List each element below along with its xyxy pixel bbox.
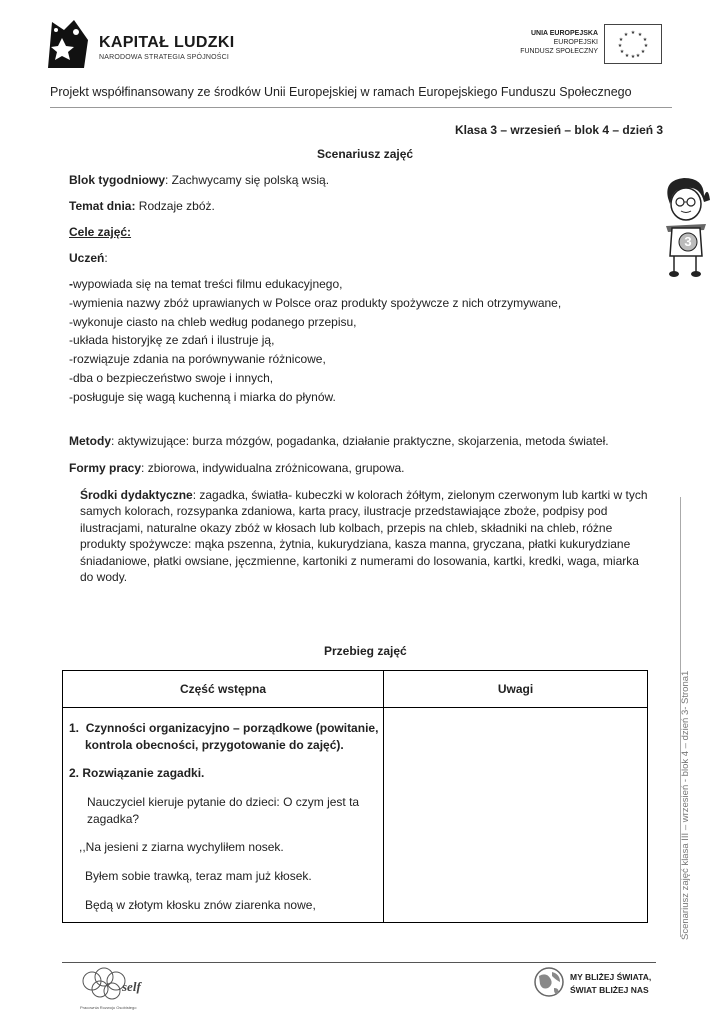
footer-slogan-2: ŚWIAT BLIŻEJ NAS bbox=[570, 985, 649, 995]
uczen-label: Uczeń bbox=[69, 251, 105, 265]
eu-label-1: UNIA EUROPEJSKA bbox=[530, 30, 598, 37]
riddle-line-3: Będą w złotym kłosku znów ziarenka nowe, bbox=[85, 898, 316, 912]
intro-cell bbox=[63, 708, 384, 923]
metody-line bbox=[69, 434, 609, 449]
riddle-line-1: ,,Na jesieni z ziarna wychyliłem nosek. bbox=[79, 840, 284, 854]
col-header-notes: Uwagi bbox=[384, 671, 648, 708]
list-item: -posługuje się wagą kuchenną i miarka do płynów. bbox=[69, 390, 336, 404]
eu-label-2: EUROPEJSKI bbox=[553, 39, 598, 46]
page-title: Scenariusz zajęć bbox=[317, 147, 414, 161]
svg-text:★: ★ bbox=[623, 32, 629, 38]
goal-first-dash: - bbox=[69, 277, 73, 291]
formy-label: Formy pracy bbox=[69, 461, 142, 475]
svg-text:★: ★ bbox=[642, 37, 648, 43]
svg-text:★: ★ bbox=[640, 49, 646, 55]
list-item: -rozwiązuje zdania na porównywanie różnicowe, bbox=[69, 352, 326, 366]
temat-line bbox=[69, 199, 215, 214]
footer-slogan-1: MY BLIŻEJ ŚWIATA, bbox=[570, 972, 652, 982]
svg-text:★: ★ bbox=[643, 43, 649, 49]
list-item: -wymienia nazwy zbóż uprawianych w Polsce oraz produkty spożywcze z nich otrzymywane, bbox=[69, 296, 562, 310]
list-item: -układa historyjkę ze zdań i ilustruje ją, bbox=[69, 333, 275, 347]
svg-text:★: ★ bbox=[618, 37, 624, 43]
item1-text-1: Czynności organizacyjno – porządkowe (powitanie, bbox=[85, 721, 379, 735]
eu-flag-icon bbox=[604, 24, 662, 64]
eu-label-3: FUNDUSZ SPOŁECZNY bbox=[520, 48, 598, 55]
self-word: self bbox=[122, 979, 141, 994]
plan-title: Przebieg zajęć bbox=[324, 644, 407, 658]
item1-line2: kontrola obecności, przygotowanie do zajęć). bbox=[85, 738, 344, 752]
formy-value: : zbiorowa, indywidualna zróżnicowana, grupowa. bbox=[141, 461, 405, 475]
uczen-colon: : bbox=[104, 251, 108, 265]
temat-value: Rodzaje zbóż. bbox=[135, 199, 215, 213]
col-header-intro: Część wstępna bbox=[63, 671, 384, 708]
self-caption: Pracownia Rozwoju Osobistego bbox=[80, 1005, 137, 1010]
teacher-line-2: zagadka? bbox=[87, 812, 140, 826]
blok-label: Blok tygodniowy bbox=[69, 173, 165, 187]
class-info: Klasa 3 – wrzesień – blok 4 – dzień 3 bbox=[455, 123, 664, 137]
metody-label: Metody bbox=[69, 434, 111, 448]
globe-icon bbox=[532, 964, 566, 1002]
list-item: -wykonuje ciasto na chleb według podanego przepisu, bbox=[69, 315, 357, 329]
kapital-ludzki-logo-icon bbox=[44, 16, 92, 70]
table-row bbox=[63, 708, 648, 923]
svg-text:★: ★ bbox=[619, 49, 625, 55]
side-footer-text: Scenariusz zajęć klasa III – wrzesień - blok 4 – dzień 3- Strona1 bbox=[680, 670, 691, 940]
riddle-line-2: Byłem sobie trawką, teraz mam już kłosek. bbox=[85, 869, 312, 883]
logo-title: KAPITAŁ LUDZKI bbox=[99, 34, 235, 51]
logo-subtitle: NARODOWA STRATEGIA SPÓJNOŚCI bbox=[99, 54, 230, 61]
srodki-value: : zagadka, światła- kubeczki w kolorach żółtym, zielonym czerwonym lub kartki w tych samych kolorach, rozsypanka zdaniowa, karta pracy, ilustracje przedstawiające zboże, podpisy pod ilustracjami, naturalne okazy zbóż w kłosach lub kolbach, przepis na chleb, składniki na chleb, różne produkty spożywcze: mąka pszenna, żytnia, kukurydziana, kasza manna, gryczana, płatki kukurydziane śniadaniowe, płatki owsiane, jęczmienne, kartoniki z numerami do losowania, kartki, kredki, waga, miarka do wody. bbox=[80, 488, 648, 585]
header-divider bbox=[50, 107, 672, 108]
goal-text: wypowiada się na temat treści filmu edukacyjnego, bbox=[73, 277, 343, 291]
blok-line bbox=[69, 173, 329, 188]
plan-table bbox=[62, 670, 648, 923]
svg-text:★: ★ bbox=[637, 32, 643, 38]
svg-text:★: ★ bbox=[630, 54, 636, 60]
item1-line1 bbox=[69, 720, 378, 737]
project-line: Projekt współfinansowany ze środków Unii Europejskiej w ramach Europejskiego Funduszu Społecznego bbox=[50, 85, 632, 99]
cele-heading: Cele zajęć: bbox=[69, 225, 132, 239]
svg-text:★: ★ bbox=[635, 53, 641, 59]
footer-divider bbox=[62, 962, 656, 963]
child-illustration-icon bbox=[660, 176, 712, 278]
list-item bbox=[69, 277, 342, 292]
svg-text:★: ★ bbox=[630, 30, 636, 36]
notes-cell bbox=[384, 708, 648, 923]
metody-value: : aktywizujące: burza mózgów, pogadanka, działanie praktyczne, skojarzenia, metoda świateł. bbox=[111, 434, 609, 448]
srodki-paragraph bbox=[80, 487, 655, 585]
srodki-label: Środki dydaktyczne bbox=[80, 488, 193, 502]
class-badge: 3 bbox=[684, 234, 692, 249]
item2-heading: 2. Rozwiązanie zagadki. bbox=[69, 766, 205, 780]
formy-line bbox=[69, 461, 405, 476]
svg-text:★: ★ bbox=[624, 53, 630, 59]
uczen-line bbox=[69, 251, 108, 266]
svg-text:★: ★ bbox=[617, 43, 623, 49]
list-item: -dba o bezpieczeństwo swoje i innych, bbox=[69, 371, 274, 385]
table-row bbox=[63, 671, 648, 708]
blok-value: : Zachwycamy się polską wsią. bbox=[165, 173, 330, 187]
teacher-line-1: Nauczyciel kieruje pytanie do dzieci: O czym jest ta bbox=[87, 795, 360, 809]
item1-number: 1. bbox=[69, 721, 80, 735]
temat-label: Temat dnia: bbox=[69, 199, 136, 213]
